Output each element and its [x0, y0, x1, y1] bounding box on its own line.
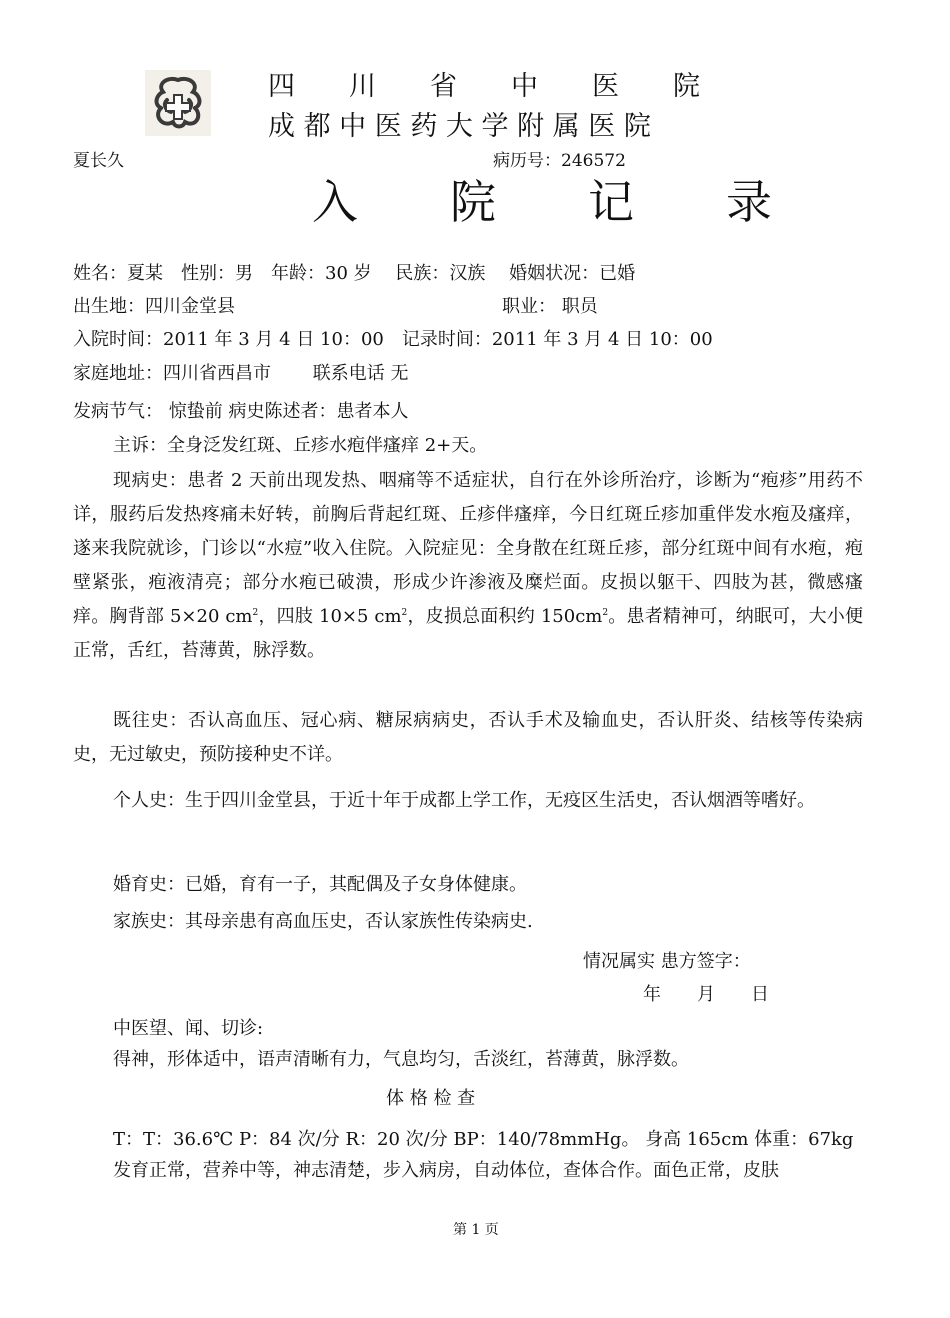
family-history: 家族史：其母亲患有高血压史，否认家族性传染病史.	[113, 911, 533, 932]
chief-complaint: 主诉：全身泛发红斑、丘疹水疱伴瘙痒 2+天。	[113, 435, 488, 456]
personal-history: 个人史：生于四川金堂县，于近十年于成都上学工作，无疫区生活史，否认烟酒等嗜好。	[113, 790, 815, 811]
general-exam: 发育正常，营养中等，神志清楚，步入病房，自动体位，查体合作。面色正常，皮肤	[113, 1160, 779, 1181]
tcm-heading: 中医望、闻、切诊:	[113, 1018, 264, 1039]
home-address: 家庭地址：四川省西昌市 联系电话 无	[73, 363, 409, 384]
past-history: 既往史：否认高血压、冠心病、糖尿病病史，否认手术及输血史，否认肝炎、结核等传染病史，无过敏史，预防接种史不详。	[73, 710, 863, 765]
tcm-content: 得神，形体适中，语声清晰有力，气息均匀，舌淡红，苔薄黄，脉浮数。	[113, 1049, 689, 1070]
hospital-logo	[145, 70, 211, 136]
page-title: 入 院 记 录	[312, 175, 772, 229]
info-line-1: 姓名：夏某 性别：男 年龄：30 岁 民族：汉族 婚姻状况：已婚	[73, 263, 636, 284]
occupation: 职业： 职员	[502, 296, 598, 317]
hospital-name: 四 川 省 中 医 院	[268, 71, 700, 102]
admission-time: 入院时间：2011 年 3 月 4 日 10：00 记录时间：2011 年 3 月 4 日 10：00	[73, 329, 713, 350]
marital-history: 婚育史：已婚，育有一子，其配偶及子女身体健康。	[113, 874, 527, 895]
present-illness-text: ，皮损总面积约 150cm	[407, 606, 603, 627]
record-number: 病历号：246572	[493, 151, 626, 171]
signature-date: 年 月 日	[643, 984, 769, 1005]
patient-label: 夏长久	[73, 151, 124, 171]
university-name: 成 都 中 医 药 大 学 附 属 医 院	[268, 111, 651, 142]
present-illness-text: ，四肢 10×5 cm	[258, 606, 402, 627]
birthplace: 出生地：四川金堂县	[73, 296, 235, 317]
present-illness-text: 现病史：患者 2 天前出现发热、咽痛等不适症状，自行在外诊所治疗，诊断为“疱疹”用药不详，服药后发热疼痛未好转，前胸后背起红斑、丘疹伴瘙痒，今日红斑丘疹加重伴发水疱及瘙痒，遂来我院就诊，门诊以“水痘”收入住院。入院症见：全身散在红斑丘疹，部分红斑中间有水疱，疱壁紧张，疱液清亮；部分水疱已破溃，形成少许渗液及糜烂面。皮损以躯干、四肢为甚，微感瘙痒。胸背部 5×20 cm	[73, 470, 863, 627]
hospital-logo-icon	[145, 70, 211, 136]
signature-label: 情况属实 患方签字：	[583, 951, 751, 972]
present-illness-text: 。患者精神可，纳眠可，大小便正常，舌红，苔薄黄，脉浮数。	[73, 606, 864, 661]
superscript: 2	[602, 608, 609, 618]
onset-season: 发病节气： 惊蛰前 病史陈述者：患者本人	[73, 401, 409, 422]
page-number: 第 1 页	[453, 1222, 499, 1238]
present-illness	[73, 464, 863, 668]
vital-signs: T：T：36.6℃ P：84 次/分 R：20 次/分 BP：140/78mmHg。 身高 165cm 体重：67kg	[113, 1129, 854, 1150]
superscript: 2	[252, 608, 259, 618]
exam-heading: 体 格 检 查	[386, 1088, 476, 1109]
superscript: 2	[401, 608, 408, 618]
